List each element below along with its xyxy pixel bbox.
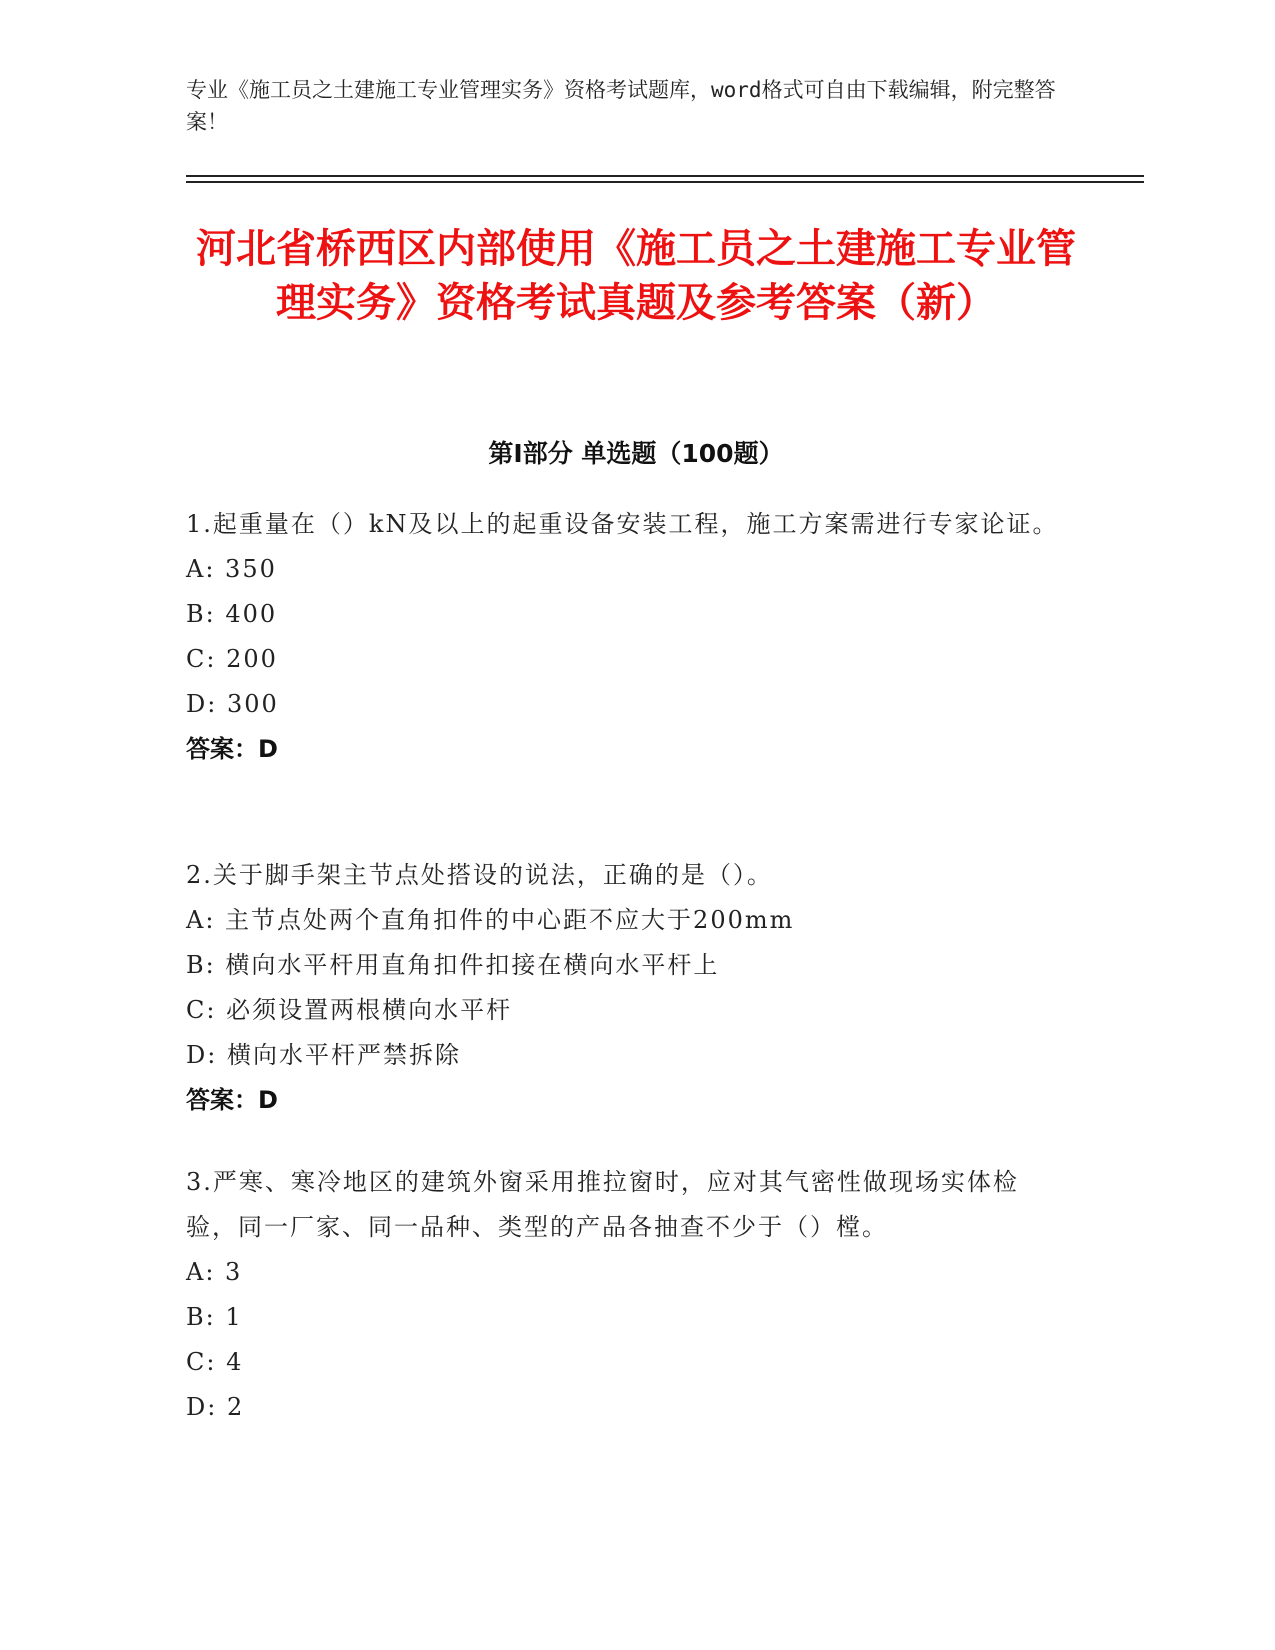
option-b: B: 400 [186, 600, 278, 628]
option-c: C: 200 [186, 645, 278, 673]
question-2 [186, 853, 1066, 1123]
option-a: A: 主节点处两个直角扣件的中心距不应大于200mm [186, 906, 795, 934]
section-heading: 第I部分 单选题（100题） [488, 439, 784, 468]
question-3 [186, 1160, 1066, 1430]
option-a: A: 350 [186, 555, 277, 583]
option-a: A: 3 [186, 1258, 243, 1286]
option-b: B: 1 [186, 1303, 243, 1331]
document-title: 河北省桥西区内部使用《施工员之土建施工专业管理实务》资格考试真题及参考答案（新） [196, 226, 1076, 326]
header-note: 专业《施工员之土建施工专业管理实务》资格考试题库，word格式可自由下载编辑，附完整答案！ [186, 78, 1056, 134]
option-b: B: 横向水平杆用直角扣件扣接在横向水平杆上 [186, 951, 720, 979]
header-divider-top [186, 175, 1144, 177]
question-1 [186, 502, 1066, 772]
answer: 答案：D [186, 735, 278, 763]
option-c: C: 4 [186, 1348, 244, 1376]
header-divider-bottom [186, 181, 1144, 183]
option-d: D: 300 [186, 690, 279, 718]
answer: 答案：D [186, 1086, 278, 1114]
question-text: 1.起重量在（）kN及以上的起重设备安装工程，施工方案需进行专家论证。 [186, 510, 1059, 538]
question-text: 3.严寒、寒冷地区的建筑外窗采用推拉窗时，应对其气密性做现场实体检验，同一厂家、同一品种、类型的产品各抽查不少于（）樘。 [186, 1168, 1019, 1241]
question-text: 2.关于脚手架主节点处搭设的说法，正确的是（）。 [186, 861, 773, 889]
option-d: D: 2 [186, 1393, 245, 1421]
option-d: D: 横向水平杆严禁拆除 [186, 1041, 461, 1069]
option-c: C: 必须设置两根横向水平杆 [186, 996, 513, 1024]
